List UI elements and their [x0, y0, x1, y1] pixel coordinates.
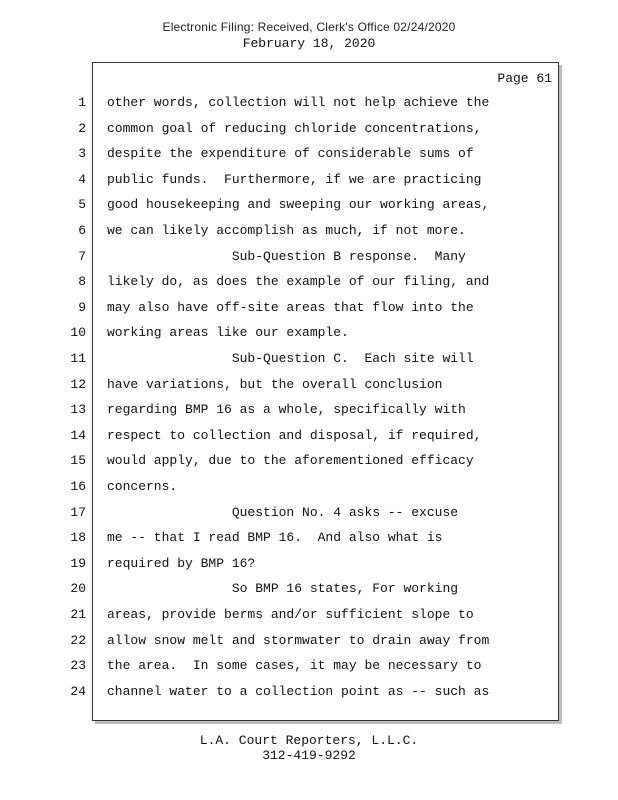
transcript-line [0, 551, 618, 577]
line-text: Question No. 4 asks -- excuse [107, 504, 459, 520]
transcript-line [0, 602, 618, 628]
transcript-line [0, 269, 618, 295]
transcript-line [0, 167, 618, 193]
transcript-line [0, 295, 618, 321]
line-number: 5 [78, 197, 86, 213]
line-number: 11 [70, 351, 86, 366]
line-text: me -- that I read BMP 16. And also what is [107, 530, 443, 546]
reporter-phone: 312-419-9292 [262, 748, 356, 763]
transcript-line [0, 320, 618, 346]
line-number: 3 [78, 146, 86, 162]
transcript-line [0, 192, 618, 218]
line-text: common goal of reducing chloride concentrations, [107, 120, 482, 136]
line-text: channel water to a collection point as -- such as [107, 683, 490, 699]
transcript-date: February 18, 2020 [242, 36, 376, 51]
line-number: 1 [78, 95, 86, 110]
line-number: 18 [70, 530, 86, 546]
line-number: 17 [70, 504, 86, 520]
line-number: 22 [70, 632, 86, 648]
line-text: good housekeeping and sweeping our working areas, [107, 197, 490, 213]
line-text: allow snow melt and stormwater to drain away from [107, 632, 490, 648]
transcript-line [0, 653, 618, 679]
transcript-line [0, 116, 618, 142]
line-text: concerns. [107, 479, 178, 494]
line-number: 12 [70, 376, 86, 392]
line-number: 21 [70, 607, 86, 622]
page-number: Page 61 [497, 71, 552, 86]
line-text: required by BMP 16? [107, 555, 256, 571]
transcript-line [0, 372, 618, 398]
transcript-line [0, 576, 618, 602]
line-number: 4 [78, 171, 86, 187]
line-text: other words, collection will not help achieve the [107, 95, 490, 110]
line-number: 10 [70, 325, 86, 341]
line-text: we can likely accomplish as much, if not more. [107, 223, 466, 238]
line-number: 9 [78, 299, 86, 315]
transcript-line [0, 500, 618, 526]
line-text: despite the expenditure of considerable sums of [107, 146, 474, 162]
transcript-line [0, 141, 618, 167]
transcript-line [0, 679, 618, 705]
line-text: have variations, but the overall conclusion [107, 376, 443, 392]
line-number: 24 [70, 683, 86, 699]
transcript-line [0, 448, 618, 474]
line-number: 23 [70, 658, 86, 674]
line-number: 14 [70, 427, 86, 443]
line-text: likely do, as does the example of our filing, and [107, 274, 490, 290]
line-number: 20 [70, 581, 86, 597]
line-number: 2 [78, 120, 86, 136]
line-text: working areas like our example. [107, 325, 349, 341]
line-text: would apply, due to the aforementioned efficacy [107, 453, 474, 469]
transcript-line [0, 90, 618, 116]
transcript-line [0, 423, 618, 449]
line-text: regarding BMP 16 as a whole, specifically with [107, 402, 466, 418]
line-number: 8 [78, 274, 86, 290]
transcript-line [0, 628, 618, 654]
transcript-line [0, 474, 618, 500]
line-text: may also have off-site areas that flow into the [107, 299, 474, 315]
transcript-line [0, 346, 618, 372]
line-number: 7 [78, 248, 86, 264]
transcript-line [0, 218, 618, 244]
line-text: public funds. Furthermore, if we are practicing [107, 171, 482, 187]
line-text: respect to collection and disposal, if required, [107, 427, 482, 443]
line-text: Sub-Question C. Each site will [107, 351, 474, 366]
transcript-line [0, 244, 618, 270]
line-number: 19 [70, 555, 86, 571]
transcript-line [0, 525, 618, 551]
line-text: areas, provide berms and/or sufficient slope to [107, 607, 474, 622]
line-text: So BMP 16 states, For working [107, 581, 459, 597]
filing-stamp: Electronic Filing: Received, Clerk's Office 02/24/2020 [162, 20, 456, 34]
line-text: the area. In some cases, it may be necessary to [107, 658, 482, 674]
line-number: 15 [70, 453, 86, 469]
line-number: 13 [70, 402, 86, 418]
line-text: Sub-Question B response. Many [107, 248, 466, 264]
line-number: 6 [78, 223, 86, 238]
line-number: 16 [70, 479, 86, 494]
transcript-line [0, 397, 618, 423]
reporter-company: L.A. Court Reporters, L.L.C. [199, 733, 419, 748]
